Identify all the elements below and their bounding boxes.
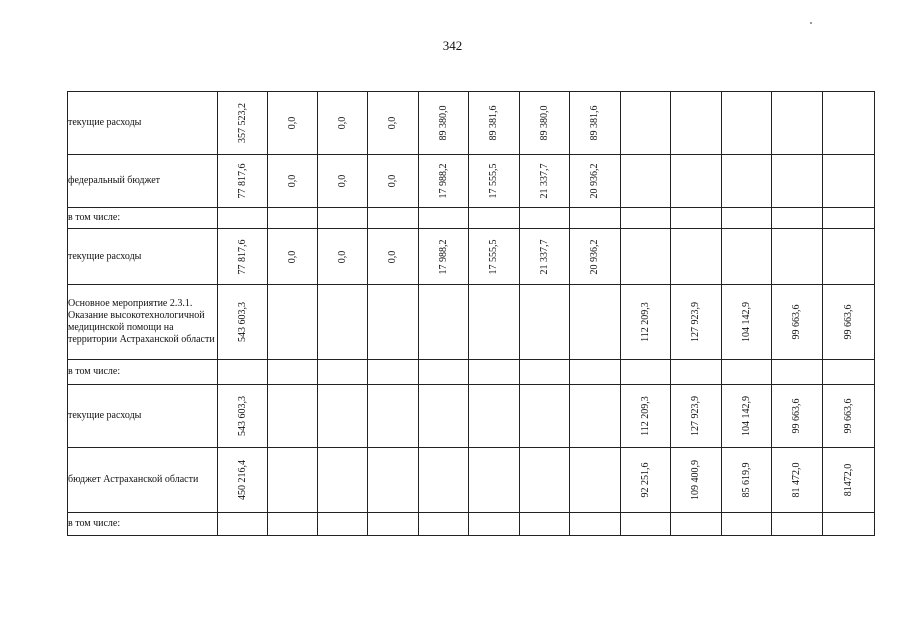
value-cell xyxy=(621,208,671,229)
cell-value: 543 603,3 xyxy=(236,396,248,436)
row-label: в том числе: xyxy=(68,360,218,385)
value-cell xyxy=(218,155,268,208)
value-cell xyxy=(469,513,520,536)
value-cell xyxy=(772,208,823,229)
cell-value: 0,0 xyxy=(286,116,298,130)
table-row xyxy=(68,285,875,360)
cell-value: 17 555,5 xyxy=(488,163,499,199)
value-cell xyxy=(570,385,621,448)
value-cell xyxy=(368,208,419,229)
row-label: текущие расходы xyxy=(68,229,218,285)
value-cell xyxy=(722,92,772,155)
cell-value: 81 472,0 xyxy=(791,462,802,498)
table-row xyxy=(68,92,875,155)
value-cell xyxy=(469,229,520,285)
value-cell xyxy=(671,285,722,360)
value-cell xyxy=(469,448,520,513)
cell-value: 81472,0 xyxy=(842,463,854,497)
value-cell xyxy=(621,155,671,208)
value-cell xyxy=(823,385,875,448)
table-row xyxy=(68,208,875,229)
cell-value: 99 663,6 xyxy=(842,398,854,434)
cell-value: 0,0 xyxy=(286,250,298,263)
value-cell xyxy=(218,513,268,536)
value-cell xyxy=(419,155,469,208)
value-cell xyxy=(823,448,875,513)
row-label: в том числе: xyxy=(68,513,218,536)
value-cell xyxy=(671,229,722,285)
value-cell xyxy=(772,513,823,536)
value-cell xyxy=(218,385,268,448)
value-cell xyxy=(469,285,520,360)
value-cell xyxy=(722,360,772,385)
value-cell xyxy=(368,155,419,208)
value-cell xyxy=(268,155,318,208)
table-row xyxy=(68,385,875,448)
cell-value: 0,0 xyxy=(387,250,398,263)
value-cell xyxy=(368,385,419,448)
cell-value: 0,0 xyxy=(336,174,348,188)
value-cell xyxy=(318,92,368,155)
table-row xyxy=(68,155,875,208)
cell-value: 127 923,9 xyxy=(690,396,701,436)
cell-value: 109 400,9 xyxy=(690,460,701,500)
value-cell xyxy=(772,448,823,513)
value-cell xyxy=(671,513,722,536)
row-label: текущие расходы xyxy=(68,385,218,448)
value-cell xyxy=(570,208,621,229)
value-cell xyxy=(469,155,520,208)
value-cell xyxy=(318,229,368,285)
value-cell xyxy=(823,229,875,285)
cell-value: 89 381,6 xyxy=(488,105,499,141)
value-cell xyxy=(621,513,671,536)
value-cell xyxy=(621,385,671,448)
cell-value: 85 619,9 xyxy=(740,462,752,498)
cell-value: 17 988,2 xyxy=(437,163,449,199)
value-cell xyxy=(772,285,823,360)
value-cell xyxy=(218,285,268,360)
value-cell xyxy=(419,208,469,229)
row-label: в том числе: xyxy=(68,208,218,229)
value-cell xyxy=(671,360,722,385)
value-cell xyxy=(722,448,772,513)
cell-value: 92 251,6 xyxy=(639,462,651,498)
cell-value: 99 663,6 xyxy=(791,398,802,434)
value-cell xyxy=(368,92,419,155)
value-cell xyxy=(318,513,368,536)
value-cell xyxy=(368,448,419,513)
cell-value: 99 663,6 xyxy=(842,304,854,340)
value-cell xyxy=(368,360,419,385)
value-cell xyxy=(419,360,469,385)
value-cell xyxy=(621,92,671,155)
value-cell xyxy=(419,513,469,536)
page-number: 342 xyxy=(442,38,463,53)
value-cell xyxy=(268,208,318,229)
cell-value: 112 209,3 xyxy=(639,302,651,342)
value-cell xyxy=(621,448,671,513)
value-cell xyxy=(368,513,419,536)
value-cell xyxy=(419,385,469,448)
value-cell xyxy=(318,385,368,448)
cell-value: 89 380,0 xyxy=(538,105,550,141)
value-cell xyxy=(520,208,570,229)
cell-value: 77 817,6 xyxy=(236,239,248,274)
value-cell xyxy=(823,513,875,536)
value-cell xyxy=(772,385,823,448)
cell-value: 450 216,4 xyxy=(236,460,248,500)
cell-value: 112 209,3 xyxy=(639,396,651,436)
value-cell xyxy=(268,385,318,448)
value-cell xyxy=(469,360,520,385)
budget-table xyxy=(67,91,875,536)
scan-speck xyxy=(810,22,812,24)
value-cell xyxy=(570,155,621,208)
value-cell xyxy=(570,448,621,513)
value-cell xyxy=(772,92,823,155)
value-cell xyxy=(218,92,268,155)
value-cell xyxy=(722,155,772,208)
value-cell xyxy=(419,92,469,155)
value-cell xyxy=(419,229,469,285)
row-label: бюджет Астраханской области xyxy=(68,448,218,513)
value-cell xyxy=(419,285,469,360)
value-cell xyxy=(520,155,570,208)
value-cell xyxy=(218,360,268,385)
value-cell xyxy=(823,92,875,155)
value-cell xyxy=(671,92,722,155)
cell-value: 357 523,2 xyxy=(236,103,248,143)
value-cell xyxy=(368,229,419,285)
value-cell xyxy=(268,513,318,536)
cell-value: 0,0 xyxy=(387,174,398,188)
value-cell xyxy=(218,448,268,513)
value-cell xyxy=(268,229,318,285)
value-cell xyxy=(268,285,318,360)
value-cell xyxy=(469,92,520,155)
value-cell xyxy=(621,285,671,360)
cell-value: 21 337,7 xyxy=(538,239,550,274)
value-cell xyxy=(268,360,318,385)
value-cell xyxy=(671,155,722,208)
value-cell xyxy=(469,208,520,229)
value-cell xyxy=(671,385,722,448)
value-cell xyxy=(570,360,621,385)
value-cell xyxy=(469,385,520,448)
value-cell xyxy=(722,285,772,360)
cell-value: 543 603,3 xyxy=(236,302,248,342)
value-cell xyxy=(520,229,570,285)
value-cell xyxy=(318,208,368,229)
cell-value: 17 988,2 xyxy=(437,239,449,274)
table-row xyxy=(68,229,875,285)
cell-value: 0,0 xyxy=(387,116,398,130)
value-cell xyxy=(218,208,268,229)
value-cell xyxy=(570,92,621,155)
value-cell xyxy=(621,229,671,285)
cell-value: 77 817,6 xyxy=(236,163,248,199)
cell-value: 0,0 xyxy=(336,116,348,130)
table-body xyxy=(68,92,875,536)
row-label: Основное мероприятие 2.3.1. Оказание высокотехнологичной медицинской помощи на территории Астраханской области xyxy=(68,285,218,360)
value-cell xyxy=(419,448,469,513)
value-cell xyxy=(671,448,722,513)
value-cell xyxy=(268,448,318,513)
value-cell xyxy=(722,229,772,285)
value-cell xyxy=(772,360,823,385)
value-cell xyxy=(722,208,772,229)
table-row xyxy=(68,513,875,536)
value-cell xyxy=(368,285,419,360)
value-cell xyxy=(520,92,570,155)
value-cell xyxy=(621,360,671,385)
value-cell xyxy=(722,385,772,448)
value-cell xyxy=(570,229,621,285)
value-cell xyxy=(722,513,772,536)
cell-value: 20 936,2 xyxy=(589,239,600,274)
value-cell xyxy=(520,360,570,385)
cell-value: 20 936,2 xyxy=(589,163,600,199)
value-cell xyxy=(671,208,722,229)
value-cell xyxy=(570,513,621,536)
value-cell xyxy=(520,285,570,360)
row-label: текущие расходы xyxy=(68,92,218,155)
value-cell xyxy=(218,229,268,285)
value-cell xyxy=(823,285,875,360)
cell-value: 89 380,0 xyxy=(437,105,449,141)
value-cell xyxy=(823,155,875,208)
cell-value: 21 337,7 xyxy=(538,163,550,199)
value-cell xyxy=(318,155,368,208)
value-cell xyxy=(520,448,570,513)
value-cell xyxy=(823,208,875,229)
value-cell xyxy=(570,285,621,360)
cell-value: 17 555,5 xyxy=(488,239,499,274)
value-cell xyxy=(520,513,570,536)
table-row xyxy=(68,448,875,513)
value-cell xyxy=(772,155,823,208)
value-cell xyxy=(268,92,318,155)
cell-value: 127 923,9 xyxy=(690,302,701,342)
value-cell xyxy=(772,229,823,285)
value-cell xyxy=(520,385,570,448)
cell-value: 0,0 xyxy=(336,250,348,263)
cell-value: 89 381,6 xyxy=(589,105,600,141)
value-cell xyxy=(318,285,368,360)
value-cell xyxy=(823,360,875,385)
cell-value: 104 142,9 xyxy=(740,302,752,342)
value-cell xyxy=(318,360,368,385)
row-label: федеральный бюджет xyxy=(68,155,218,208)
value-cell xyxy=(318,448,368,513)
cell-value: 0,0 xyxy=(286,174,298,188)
table-row xyxy=(68,360,875,385)
cell-value: 104 142,9 xyxy=(740,396,752,436)
cell-value: 99 663,6 xyxy=(791,304,802,340)
